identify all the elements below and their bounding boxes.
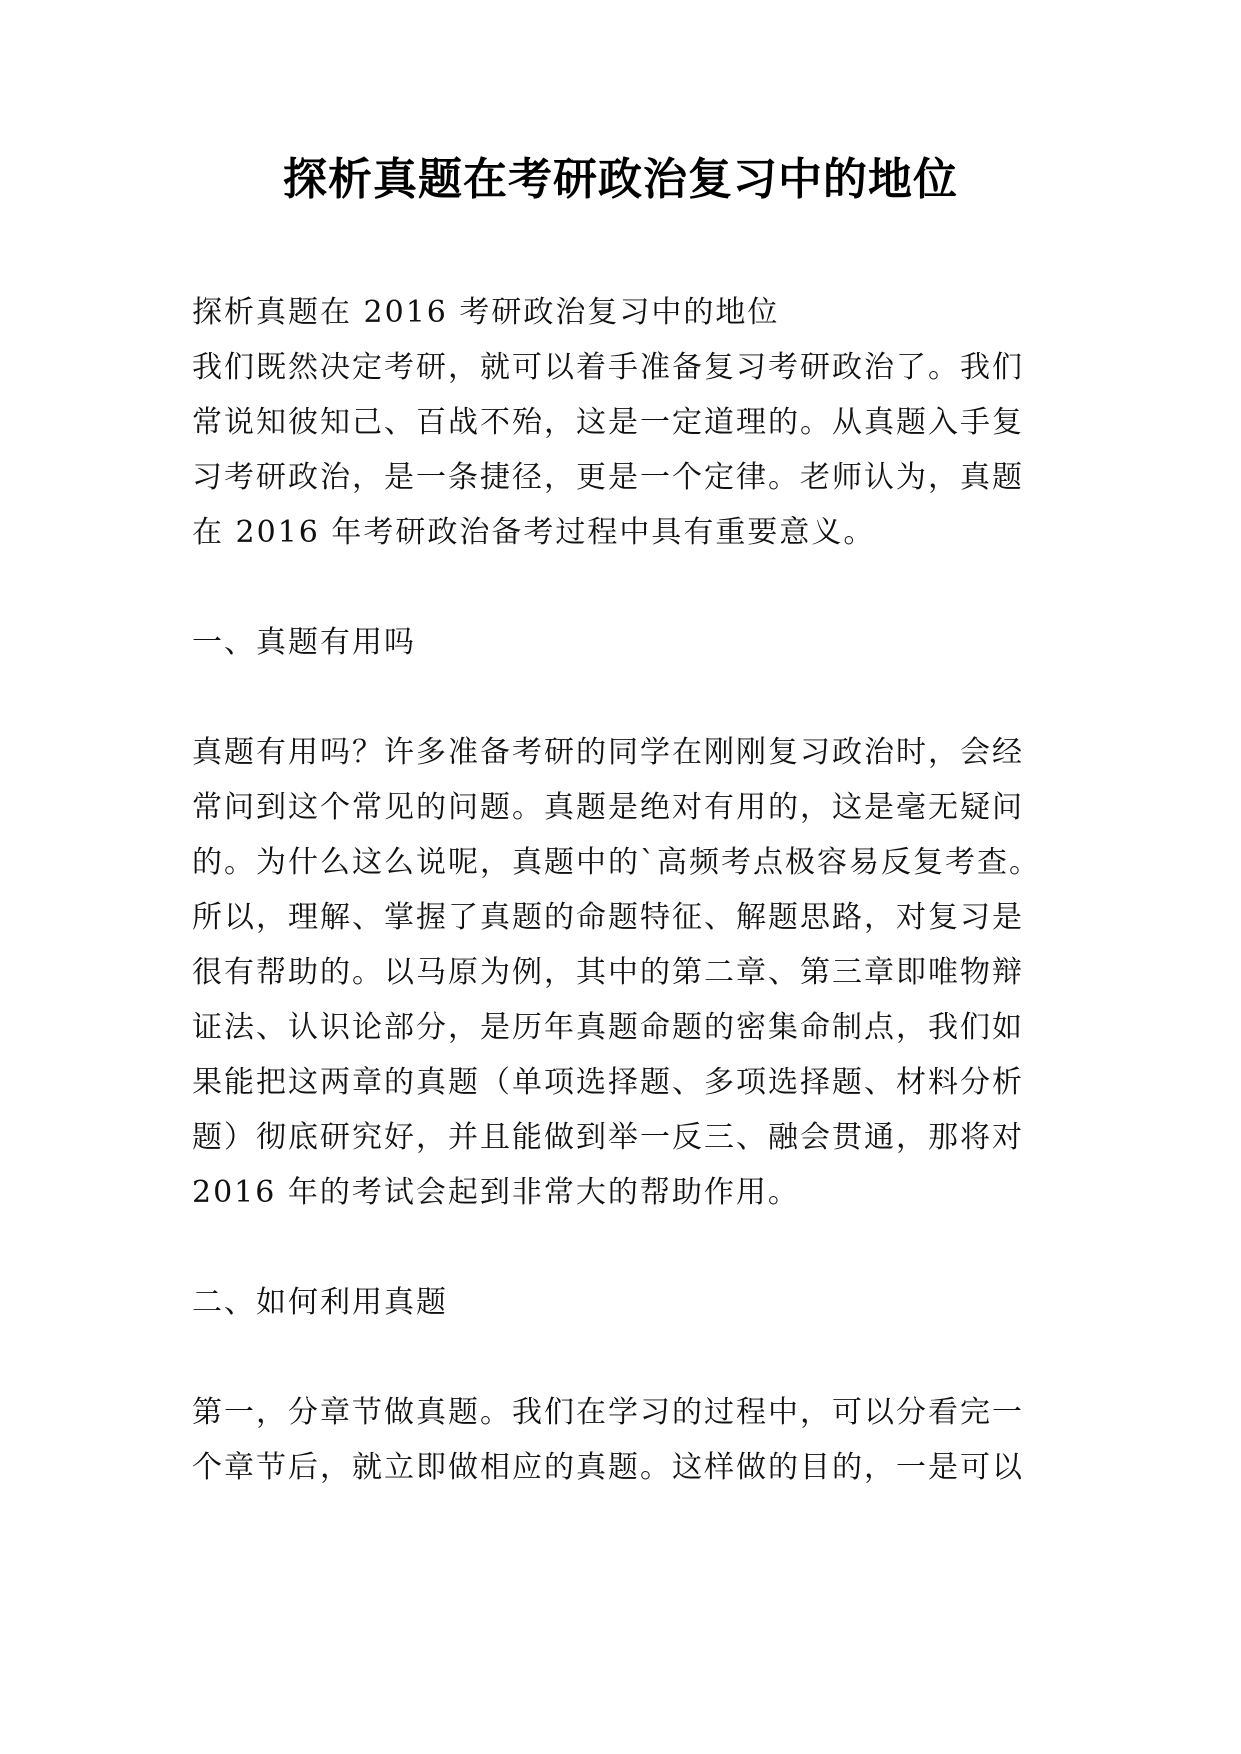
paragraph-line: 所以，理解、掌握了真题的命题特征、解题思路，对复习是: [192, 900, 1024, 935]
paragraph-line: 2016 年的考试会起到非常大的帮助作用。: [192, 1175, 800, 1210]
section-heading-1: 一、真题有用吗: [192, 625, 416, 660]
subtitle-line: 探析真题在 2016 考研政治复习中的地位: [192, 295, 780, 330]
paragraph-spacer: [192, 670, 1072, 725]
paragraph-line: 常问到这个常见的问题。真题是绝对有用的，这是毫无疑问: [192, 790, 1024, 825]
paragraph-spacer: [192, 560, 1072, 615]
paragraph-line: 常说知彼知己、百战不殆，这是一定道理的。从真题入手复: [192, 405, 1024, 440]
document-title: 探析真题在考研政治复习中的地位: [283, 154, 958, 205]
paragraph-line: 习考研政治，是一条捷径，更是一个定律。老师认为，真题: [192, 460, 1024, 495]
paragraph-line: 真题有用吗？许多准备考研的同学在刚刚复习政治时，会经: [192, 735, 1024, 770]
paragraph-line: 在 2016 年考研政治备考过程中具有重要意义。: [192, 515, 876, 550]
paragraph-line: 题）彻底研究好，并且能做到举一反三、融会贯通，那将对: [192, 1120, 1024, 1155]
paragraph-line: 证法、认识论部分，是历年真题命题的密集命制点，我们如: [192, 1010, 1024, 1045]
paragraph-line: 我们既然决定考研，就可以着手准备复习考研政治了。我们: [192, 350, 1024, 385]
paragraph-spacer: [192, 1330, 1072, 1385]
section-heading-2: 二、如何利用真题: [192, 1285, 448, 1320]
paragraph-line: 果能把这两章的真题（单项选择题、多项选择题、材料分析: [192, 1065, 1024, 1100]
document-body: [192, 285, 1072, 1495]
paragraph-line: 的。为什么这么说呢，真题中的`高频考点极容易反复考查。: [192, 845, 1041, 880]
paragraph-spacer: [192, 1220, 1072, 1275]
paragraph-line: 第一，分章节做真题。我们在学习的过程中，可以分看完一: [192, 1395, 1024, 1430]
paragraph-line: 个章节后，就立即做相应的真题。这样做的目的，一是可以: [192, 1450, 1024, 1485]
paragraph-line: 很有帮助的。以马原为例，其中的第二章、第三章即唯物辩: [192, 955, 1024, 990]
